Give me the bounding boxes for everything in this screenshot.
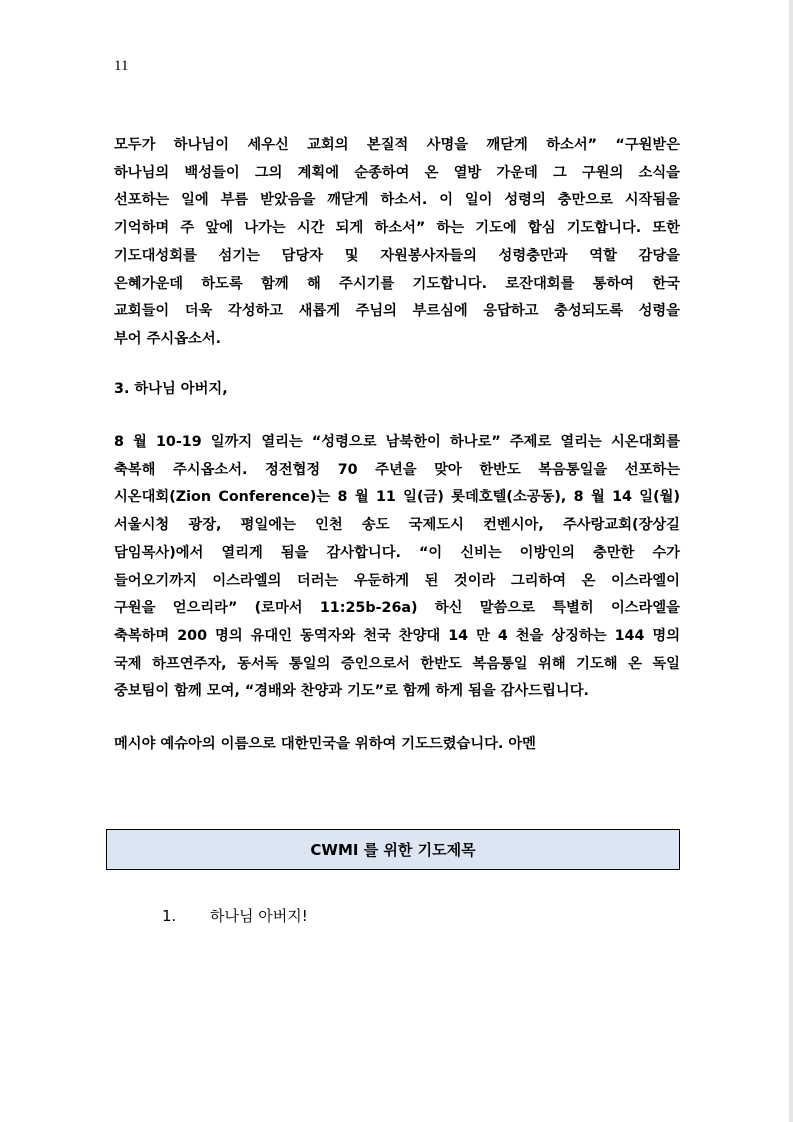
list-item-number: 1.: [162, 907, 177, 925]
paragraph-1-line: 선포하는 일에 부름 받았음을 깨닫게 하소서. 이 일이 성령의 충만으로 시작됨을: [114, 192, 680, 209]
paragraph-2-line: 중보팀이 함께 모여, “경배와 찬양과 기도”로 함께 하게 됨을 감사드립니다.: [114, 683, 589, 700]
list-item: [162, 905, 308, 926]
paragraph-2-line: 서울시청 광장, 평일에는 인천 송도 국제도시 컨벤시아, 주사랑교회(장상길: [114, 517, 680, 534]
paragraph-2: [114, 429, 680, 706]
closing-prayer: 메시야 예슈아의 이름으로 대한민국을 위하여 기도드렸습니다. 아멘: [114, 736, 536, 752]
paragraph-2-line: 담임목사)에서 열리게 됨을 감사합니다. “이 신비는 이방인의 충만한 수가: [114, 544, 680, 561]
prayer-topics-title: CWMI 를 위한 기도제목: [310, 841, 476, 859]
paragraph-1-line: 기도대성회를 섬기는 담당자 및 자원봉사자들의 성령충만과 역할 감당을: [114, 247, 680, 264]
section-heading: 3. 하나님 아버지,: [114, 381, 228, 397]
paragraph-1-line: 부어 주시옵소서.: [114, 330, 222, 347]
paragraph-2-line: 축복해 주시옵소서. 정전협정 70 주년을 맞아 한반도 복음통일을 선포하는: [114, 461, 680, 478]
paragraph-2-line: 구원을 얻으리라” (로마서 11:25b-26a) 하신 말씀으로 특별히 이스라엘을: [114, 600, 680, 617]
paragraph-2-line: 축복하며 200 명의 유대인 동역자와 천국 찬양대 14 만 4 천을 상징하는 144 명의: [114, 627, 680, 644]
paragraph-1-line: 기억하며 주 앞에 나가는 시간 되게 하소서” 하는 기도에 합심 기도합니다. 또한: [114, 220, 680, 237]
paragraph-2-line: 국제 하프연주자, 동서독 통일의 증인으로서 한반도 복음통일 위해 기도해 온 독일: [114, 655, 680, 672]
paragraph-1: [114, 132, 680, 354]
page-number: 11: [114, 58, 129, 74]
prayer-topics-box: [106, 829, 680, 870]
paragraph-2-line: 들어오기까지 이스라엘의 더러는 우둔하게 된 것이라 그리하여 온 이스라엘이: [114, 572, 680, 589]
paragraph-1-line: 교회들이 더욱 각성하고 새롭게 주님의 부르심에 응답하고 충성되도록 성령을: [114, 303, 680, 320]
paragraph-1-line: 은혜가운데 하도록 함께 해 주시기를 기도합니다. 로잔대회를 통하여 한국: [114, 275, 680, 292]
paragraph-2-line: 8 월 10-19 일까지 열리는 “성령으로 남북한이 하나로” 주제로 열리는 시온대회를: [114, 434, 680, 450]
paragraph-1-line: 모두가 하나님이 세우신 교회의 본질적 사명을 깨닫게 하소서” “구원받은: [114, 137, 680, 153]
paragraph-2-line: 시온대회(Zion Conference)는 8 월 11 일(금) 롯데호텔(소공동), 8 월 14 일(월): [114, 489, 680, 506]
list-item-text: 하나님 아버지!: [210, 907, 308, 925]
paragraph-1-line: 하나님의 백성들이 그의 계획에 순종하여 온 열방 가운데 그 구원의 소식을: [114, 164, 680, 181]
page-edge: [789, 0, 793, 1122]
